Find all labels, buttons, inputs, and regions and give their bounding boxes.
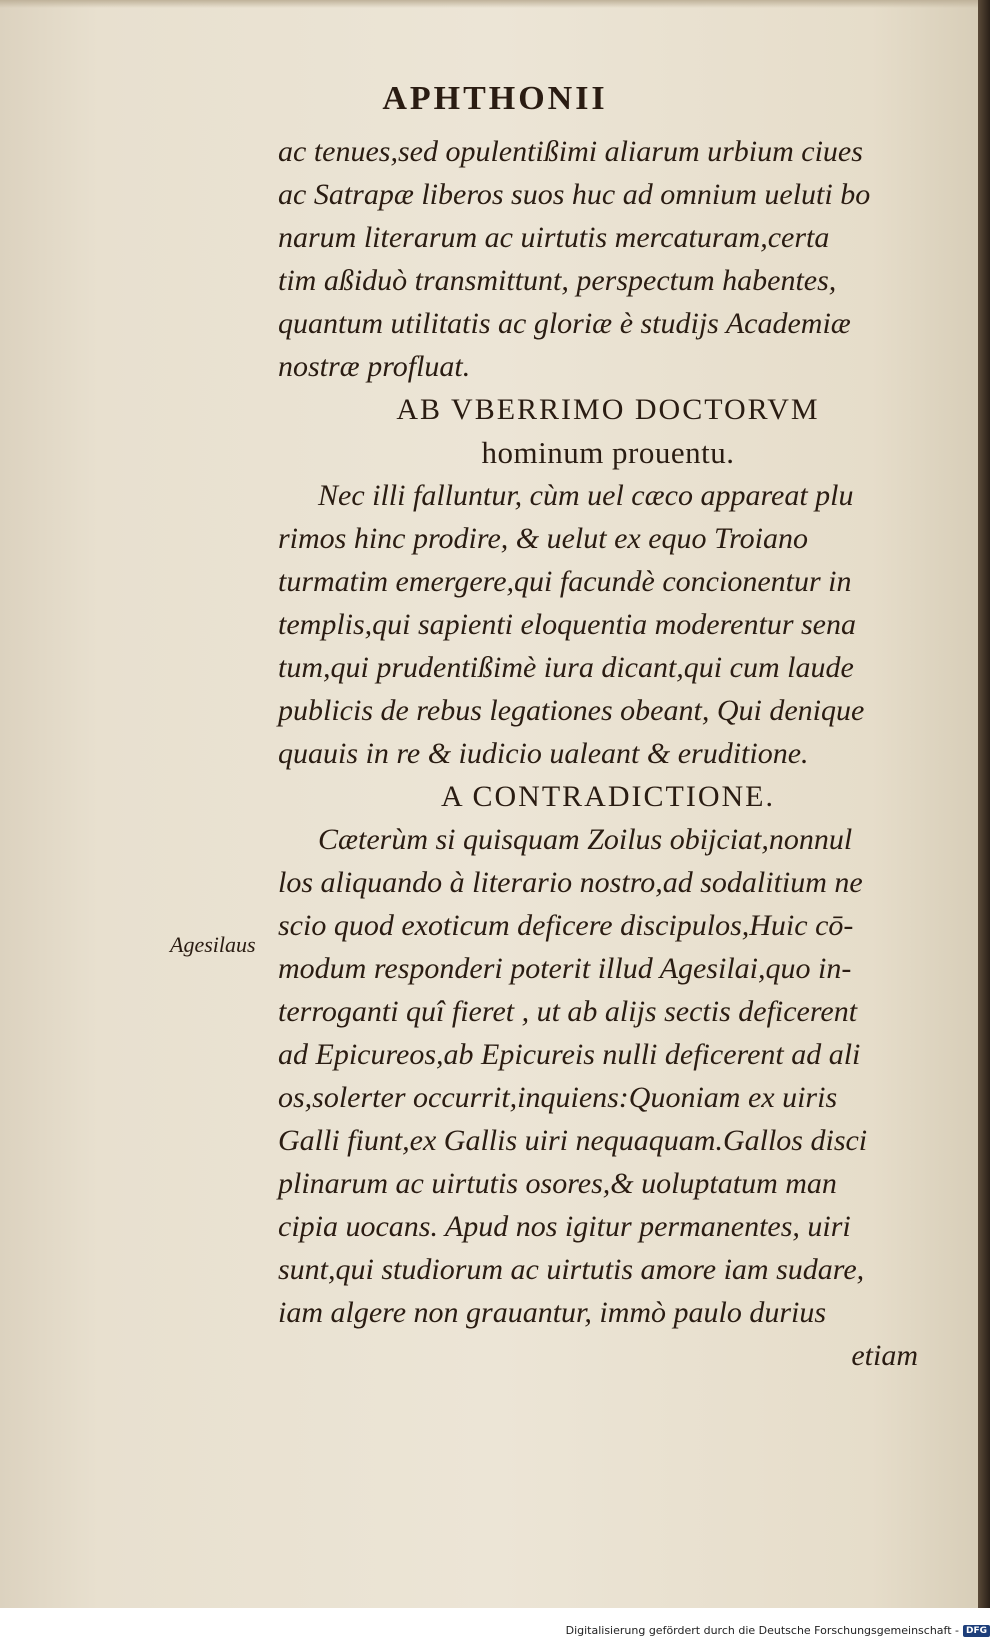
text-line: tum,qui prudentißimè iura dicant,qui cum laude	[278, 651, 854, 684]
text-line: scio quod exoticum deficere discipulos,Huic cō-	[278, 909, 854, 942]
text-line: rimos hinc prodire, & uelut ex equo Troiano	[278, 522, 808, 555]
text-line: ad Epicureos,ab Epicureis nulli deficerent ad ali	[278, 1038, 861, 1071]
text-line: narum literarum ac uirtutis mercaturam,certa	[278, 221, 830, 254]
book-spine-edge	[978, 0, 990, 1608]
text-line: modum responderi poterit illud Agesilai,quo in-	[278, 952, 852, 985]
text-line: los aliquando à literario nostro,ad sodalitium ne	[278, 866, 863, 899]
page-top-shadow	[0, 0, 990, 8]
section-heading: AB VBERRIMO DOCTORVM	[396, 393, 820, 426]
text-line: os,solerter occurrit,inquiens:Quoniam ex uiris	[278, 1081, 838, 1114]
text-line: nostræ profluat.	[278, 350, 471, 383]
text-line: quauis in re & iudicio ualeant & eruditione.	[278, 737, 809, 770]
text-line: templis,qui sapienti eloquentia moderentur sena	[278, 608, 856, 641]
text-line: Galli fiunt,ex Gallis uiri nequaquam.Gallos disci	[278, 1124, 868, 1157]
text-line: iam algere non grauantur, immò paulo durius	[278, 1296, 827, 1329]
margin-note: Agesilaus	[170, 932, 256, 957]
text-line: Cæterùm si quisquam Zoilus obijciat,nonnul	[318, 823, 853, 856]
section-heading: A CONTRADICTIONE.	[441, 780, 775, 813]
digitization-footer	[566, 1624, 990, 1637]
text-line: ac tenues,sed opulentißimi aliarum urbium ciues	[278, 135, 863, 168]
text-line: tim aßiduò transmittunt, perspectum habentes,	[278, 264, 837, 297]
text-line: quantum utilitatis ac gloriæ è studijs Academiæ	[278, 307, 851, 340]
text-line: terroganti quî fieret , ut ab alijs sectis deficerent	[278, 995, 858, 1028]
text-line: turmatim emergere,qui facundè concionentur in	[278, 565, 852, 598]
section-subheading: hominum prouentu.	[481, 435, 735, 470]
section-1	[278, 130, 938, 388]
text-line: publicis de rebus legationes obeant, Qui denique	[278, 694, 865, 727]
dfg-logo: DFG	[963, 1625, 990, 1637]
section-2	[278, 388, 938, 775]
catchword: etiam	[851, 1339, 918, 1372]
footer-credit: Digitalisierung gefördert durch die Deutsche Forschungsgemeinschaft -	[565, 1624, 959, 1637]
running-head: APHTHONII	[382, 80, 608, 117]
text-line: plinarum ac uirtutis osores,& uoluptatum man	[278, 1167, 837, 1200]
text-line: ac Satrapæ liberos suos huc ad omnium ueluti bo	[278, 178, 871, 211]
text-line: sunt,qui studiorum ac uirtutis amore iam sudare,	[278, 1253, 865, 1286]
text-line: cipia uocans. Apud nos igitur permanentes, uiri	[278, 1210, 851, 1243]
section-3	[278, 775, 938, 1377]
text-line: Nec illi falluntur, cùm uel cæco appareat plu	[318, 479, 854, 512]
